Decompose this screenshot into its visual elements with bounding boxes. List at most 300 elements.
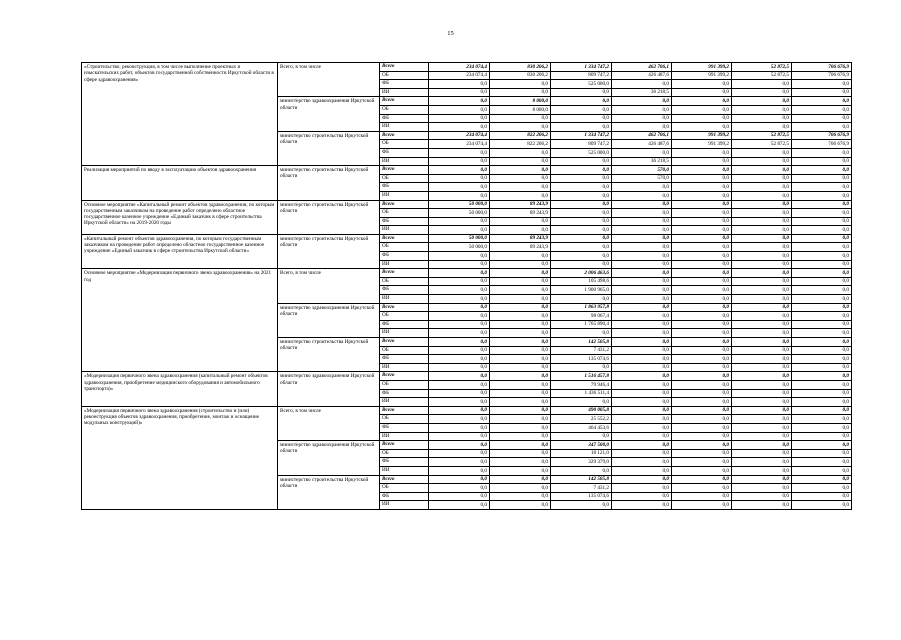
amount-cell: 0,0 <box>672 312 732 321</box>
amount-cell: 7 431,2 <box>551 346 612 355</box>
amount-cell: 0,0 <box>612 226 672 235</box>
funding-source-cell: ФБ <box>380 252 429 261</box>
amount-cell: 0,0 <box>429 97 490 106</box>
funding-source-cell: ОБ <box>380 209 429 218</box>
amount-cell: 0,0 <box>732 492 792 501</box>
amount-cell: 329 379,0 <box>551 458 612 467</box>
amount-cell: 0,0 <box>612 389 672 398</box>
amount-cell: 0,0 <box>429 114 490 123</box>
amount-cell: 89 243,9 <box>490 200 551 209</box>
amount-cell: 0,0 <box>612 398 672 407</box>
amount-cell: 0,0 <box>490 398 551 407</box>
amount-cell: 0,0 <box>490 346 551 355</box>
amount-cell: 0,0 <box>672 346 732 355</box>
amount-cell: 0,0 <box>551 200 612 209</box>
amount-cell: 0,0 <box>672 209 732 218</box>
executor-cell: министерство строительства Иркутской области <box>278 166 380 200</box>
amount-cell: 0,0 <box>672 475 732 484</box>
amount-cell: 706 676,9 <box>792 63 852 72</box>
amount-cell: 0,0 <box>792 209 852 218</box>
amount-cell: 135 074,6 <box>551 355 612 364</box>
amount-cell: 0,0 <box>612 338 672 347</box>
funding-source-cell: ИИ <box>380 398 429 407</box>
amount-cell: 0,0 <box>732 355 792 364</box>
amount-cell: 991 399,2 <box>672 131 732 140</box>
activity-description: «Строительство, реконструкция, в том числе выполнение проектных и изыскательских работ, объектов государственной собственности Иркутской области в сфере здравоохранения» <box>82 63 278 166</box>
amount-cell: 822 206,2 <box>490 140 551 149</box>
amount-cell: 0,0 <box>429 148 490 157</box>
amount-cell: 0,0 <box>490 114 551 123</box>
amount-cell: 0,0 <box>732 277 792 286</box>
amount-cell: 1 765 890,4 <box>551 320 612 329</box>
funding-source-cell: Всего <box>380 200 429 209</box>
amount-cell: 0,0 <box>672 320 732 329</box>
funding-source-cell: Всего <box>380 303 429 312</box>
amount-cell: 0,0 <box>551 226 612 235</box>
amount-cell: 1 863 957,8 <box>551 303 612 312</box>
amount-cell: 0,0 <box>429 80 490 89</box>
amount-cell: 0,0 <box>490 475 551 484</box>
amount-cell: 0,0 <box>672 234 732 243</box>
amount-cell: 462 706,1 <box>612 63 672 72</box>
amount-cell: 0,0 <box>429 183 490 192</box>
table-row <box>82 63 852 72</box>
amount-cell: 50 000,0 <box>429 209 490 218</box>
amount-cell: 0,0 <box>429 286 490 295</box>
amount-cell: 0,0 <box>429 260 490 269</box>
funding-source-cell: ИИ <box>380 157 429 166</box>
amount-cell: 0,0 <box>792 329 852 338</box>
executor-cell: министерство строительства Иркутской области <box>278 338 380 372</box>
executor-cell: министерство строительства Иркутской области <box>278 200 380 234</box>
amount-cell: 0,0 <box>612 191 672 200</box>
amount-cell: 0,0 <box>612 423 672 432</box>
amount-cell: 0,0 <box>792 320 852 329</box>
funding-source-cell: ФБ <box>380 355 429 364</box>
funding-source-cell: ФБ <box>380 183 429 192</box>
amount-cell: 0,0 <box>551 166 612 175</box>
executor-cell: министерство здравоохранения Иркутской области <box>278 303 380 337</box>
amount-cell: 0,0 <box>732 209 792 218</box>
budget-table <box>81 62 852 510</box>
table-row <box>82 372 852 381</box>
amount-cell: 0,0 <box>792 252 852 261</box>
executor-cell: Всего, в том числе <box>278 406 380 440</box>
amount-cell: 0,0 <box>732 286 792 295</box>
funding-source-cell: ФБ <box>380 114 429 123</box>
amount-cell: 0,0 <box>792 80 852 89</box>
amount-cell: 0,0 <box>672 449 732 458</box>
amount-cell: 0,0 <box>429 123 490 132</box>
amount-cell: 0,0 <box>732 380 792 389</box>
amount-cell: 0,0 <box>672 406 732 415</box>
amount-cell: 0,0 <box>612 363 672 372</box>
amount-cell: 0,0 <box>490 157 551 166</box>
funding-source-cell: ОБ <box>380 243 429 252</box>
amount-cell: 0,0 <box>672 492 732 501</box>
funding-source-cell: ИИ <box>380 123 429 132</box>
amount-cell: 0,0 <box>732 260 792 269</box>
amount-cell: 0,0 <box>612 200 672 209</box>
amount-cell: 0,0 <box>490 277 551 286</box>
amount-cell: 0,0 <box>672 329 732 338</box>
amount-cell: 0,0 <box>612 277 672 286</box>
amount-cell: 0,0 <box>490 217 551 226</box>
amount-cell: 1 900 965,0 <box>551 286 612 295</box>
amount-cell: 0,0 <box>732 295 792 304</box>
amount-cell: 0,0 <box>551 123 612 132</box>
amount-cell: 0,0 <box>792 105 852 114</box>
amount-cell: 0,0 <box>672 295 732 304</box>
amount-cell: 142 505,8 <box>551 338 612 347</box>
amount-cell: 142 505,8 <box>551 475 612 484</box>
amount-cell: 0,0 <box>792 88 852 97</box>
amount-cell: 0,0 <box>672 200 732 209</box>
amount-cell: 0,0 <box>792 166 852 175</box>
funding-source-cell: ИИ <box>380 260 429 269</box>
activity-description: Основное мероприятие «Капитальный ремонт объектов здравоохранения, по которым государственным заказчиком на проведение работ определено областное государственное казенное учреждение «Единый заказчик в сфере строительства Иркутской области» на 2019-2020 годы <box>82 200 278 234</box>
amount-cell: 0,0 <box>429 166 490 175</box>
amount-cell: 464 453,6 <box>551 423 612 432</box>
amount-cell: 0,0 <box>612 183 672 192</box>
amount-cell: 0,0 <box>612 466 672 475</box>
activity-description: «Модернизация первичного звена здравоохранения (строительство и (или) реконструкция объектов здравоохранения, приобретение, монтаж и оснащение модульных конструкций)» <box>82 406 278 509</box>
amount-cell: 0,0 <box>732 415 792 424</box>
amount-cell: 0,0 <box>612 269 672 278</box>
amount-cell: 0,0 <box>612 105 672 114</box>
amount-cell: 0,0 <box>792 441 852 450</box>
amount-cell: 0,0 <box>792 492 852 501</box>
amount-cell: 234 074,4 <box>429 71 490 80</box>
amount-cell: 0,0 <box>429 423 490 432</box>
page-number: 15 <box>447 30 454 37</box>
amount-cell: 0,0 <box>612 501 672 510</box>
amount-cell: 0,0 <box>429 226 490 235</box>
funding-source-cell: ФБ <box>380 320 429 329</box>
amount-cell: 1 436 511,4 <box>551 389 612 398</box>
amount-cell: 0,0 <box>672 501 732 510</box>
amount-cell: 0,0 <box>792 406 852 415</box>
amount-cell: 0,0 <box>429 355 490 364</box>
executor-cell: министерство строительства Иркутской области <box>278 475 380 509</box>
amount-cell: 0,0 <box>490 295 551 304</box>
amount-cell: 0,0 <box>612 148 672 157</box>
amount-cell: 234 074,4 <box>429 131 490 140</box>
amount-cell: 0,0 <box>732 303 792 312</box>
amount-cell: 0,0 <box>551 260 612 269</box>
amount-cell: 0,0 <box>429 88 490 97</box>
amount-cell: 89 243,9 <box>490 234 551 243</box>
amount-cell: 0,0 <box>792 183 852 192</box>
table-row <box>82 234 852 243</box>
amount-cell: 0,0 <box>429 398 490 407</box>
amount-cell: 0,0 <box>732 441 792 450</box>
amount-cell: 0,0 <box>429 475 490 484</box>
amount-cell: 0,0 <box>792 260 852 269</box>
amount-cell: 0,0 <box>672 269 732 278</box>
amount-cell: 706 676,9 <box>792 140 852 149</box>
amount-cell: 0,0 <box>732 338 792 347</box>
amount-cell: 0,0 <box>792 234 852 243</box>
amount-cell: 0,0 <box>732 183 792 192</box>
amount-cell: 0,0 <box>551 295 612 304</box>
amount-cell: 0,0 <box>792 475 852 484</box>
funding-source-cell: ФБ <box>380 492 429 501</box>
funding-source-cell: ИИ <box>380 432 429 441</box>
funding-source-cell: ИИ <box>380 501 429 510</box>
amount-cell: 0,0 <box>490 166 551 175</box>
funding-source-cell: ОБ <box>380 346 429 355</box>
amount-cell: 0,0 <box>792 148 852 157</box>
amount-cell: 234 074,4 <box>429 140 490 149</box>
amount-cell: 0,0 <box>612 209 672 218</box>
amount-cell: 0,0 <box>429 174 490 183</box>
amount-cell: 0,0 <box>429 295 490 304</box>
amount-cell: 0,0 <box>490 80 551 89</box>
amount-cell: 89 243,9 <box>490 243 551 252</box>
amount-cell: 0,0 <box>429 105 490 114</box>
amount-cell: 0,0 <box>672 183 732 192</box>
amount-cell: 706 676,9 <box>792 71 852 80</box>
amount-cell: 0,0 <box>612 303 672 312</box>
amount-cell: 0,0 <box>732 312 792 321</box>
amount-cell: 105 498,6 <box>551 277 612 286</box>
amount-cell: 0,0 <box>490 432 551 441</box>
amount-cell: 0,0 <box>429 312 490 321</box>
amount-cell: 0,0 <box>732 406 792 415</box>
amount-cell: 25 552,2 <box>551 415 612 424</box>
amount-cell: 0,0 <box>490 355 551 364</box>
amount-cell: 0,0 <box>732 423 792 432</box>
amount-cell: 0,0 <box>490 226 551 235</box>
amount-cell: 0,0 <box>672 372 732 381</box>
funding-source-cell: Всего <box>380 475 429 484</box>
amount-cell: 0,0 <box>792 191 852 200</box>
amount-cell: 0,0 <box>792 346 852 355</box>
amount-cell: 0,0 <box>429 492 490 501</box>
funding-source-cell: Всего <box>380 166 429 175</box>
amount-cell: 0,0 <box>732 398 792 407</box>
amount-cell: 0,0 <box>732 501 792 510</box>
table-body <box>82 63 852 510</box>
amount-cell: 706 676,9 <box>792 131 852 140</box>
table-row <box>82 406 852 415</box>
amount-cell: 0,0 <box>551 183 612 192</box>
amount-cell: 0,0 <box>429 191 490 200</box>
amount-cell: 0,0 <box>792 243 852 252</box>
funding-source-cell: ОБ <box>380 277 429 286</box>
amount-cell: 822 206,2 <box>490 131 551 140</box>
amount-cell: 0,0 <box>792 449 852 458</box>
amount-cell: 0,0 <box>672 303 732 312</box>
amount-cell: 89 243,9 <box>490 209 551 218</box>
amount-cell: 0,0 <box>612 484 672 493</box>
amount-cell: 0,0 <box>792 501 852 510</box>
amount-cell: 0,0 <box>429 320 490 329</box>
funding-source-cell: ФБ <box>380 286 429 295</box>
amount-cell: 0,0 <box>672 217 732 226</box>
amount-cell: 0,0 <box>429 449 490 458</box>
amount-cell: 0,0 <box>792 312 852 321</box>
amount-cell: 0,0 <box>732 226 792 235</box>
amount-cell: 0,0 <box>490 458 551 467</box>
amount-cell: 0,0 <box>429 458 490 467</box>
amount-cell: 0,0 <box>792 123 852 132</box>
amount-cell: 0,0 <box>672 80 732 89</box>
amount-cell: 0,0 <box>792 363 852 372</box>
amount-cell: 0,0 <box>551 209 612 218</box>
amount-cell: 0,0 <box>551 157 612 166</box>
funding-source-cell: ИИ <box>380 88 429 97</box>
amount-cell: 36 218,5 <box>612 157 672 166</box>
funding-source-cell: Всего <box>380 63 429 72</box>
amount-cell: 0,0 <box>612 114 672 123</box>
funding-source-cell: ОБ <box>380 415 429 424</box>
amount-cell: 52 872,5 <box>732 140 792 149</box>
amount-cell: 0,0 <box>792 217 852 226</box>
amount-cell: 0,0 <box>612 295 672 304</box>
amount-cell: 0,0 <box>672 148 732 157</box>
amount-cell: 0,0 <box>672 88 732 97</box>
amount-cell: 0,0 <box>792 380 852 389</box>
amount-cell: 490 005,8 <box>551 406 612 415</box>
amount-cell: 0,0 <box>429 157 490 166</box>
amount-cell: 0,0 <box>551 88 612 97</box>
funding-source-cell: Всего <box>380 406 429 415</box>
amount-cell: 0,0 <box>490 466 551 475</box>
amount-cell: 0,0 <box>429 372 490 381</box>
funding-source-cell: ОБ <box>380 105 429 114</box>
amount-cell: 0,0 <box>732 466 792 475</box>
amount-cell: 0,0 <box>732 320 792 329</box>
amount-cell: 0,0 <box>551 174 612 183</box>
executor-cell: министерство строительства Иркутской области <box>278 131 380 165</box>
amount-cell: 0,0 <box>792 423 852 432</box>
activity-description: Реализация мероприятий по вводу в эксплуатацию объектов здравоохранения <box>82 166 278 200</box>
amount-cell: 991 399,2 <box>672 63 732 72</box>
amount-cell: 36 218,5 <box>612 88 672 97</box>
funding-source-cell: ОБ <box>380 140 429 149</box>
amount-cell: 0,0 <box>490 183 551 192</box>
amount-cell: 0,0 <box>612 415 672 424</box>
amount-cell: 18 121,0 <box>551 449 612 458</box>
amount-cell: 1 334 747,2 <box>551 131 612 140</box>
amount-cell: 0,0 <box>672 466 732 475</box>
amount-cell: 0,0 <box>490 252 551 261</box>
funding-source-cell: ИИ <box>380 329 429 338</box>
amount-cell: 0,0 <box>672 423 732 432</box>
amount-cell: 1 334 747,2 <box>551 63 612 72</box>
funding-source-cell: ОБ <box>380 71 429 80</box>
amount-cell: 0,0 <box>429 363 490 372</box>
amount-cell: 0,0 <box>429 217 490 226</box>
amount-cell: 0,0 <box>490 269 551 278</box>
amount-cell: 0,0 <box>490 449 551 458</box>
amount-cell: 0,0 <box>429 432 490 441</box>
amount-cell: 0,0 <box>732 346 792 355</box>
amount-cell: 0,0 <box>672 97 732 106</box>
amount-cell: 0,0 <box>429 277 490 286</box>
amount-cell: 0,0 <box>429 441 490 450</box>
amount-cell: 0,0 <box>612 449 672 458</box>
amount-cell: 0,0 <box>792 466 852 475</box>
amount-cell: 0,0 <box>672 277 732 286</box>
amount-cell: 0,0 <box>672 432 732 441</box>
amount-cell: 0,0 <box>612 372 672 381</box>
amount-cell: 0,0 <box>732 243 792 252</box>
amount-cell: 0,0 <box>612 252 672 261</box>
amount-cell: 0,0 <box>732 88 792 97</box>
amount-cell: 0,0 <box>672 105 732 114</box>
amount-cell: 0,0 <box>490 320 551 329</box>
amount-cell: 570,0 <box>612 174 672 183</box>
amount-cell: 0,0 <box>732 329 792 338</box>
amount-cell: 0,0 <box>792 338 852 347</box>
amount-cell: 0,0 <box>672 123 732 132</box>
amount-cell: 50 000,0 <box>429 243 490 252</box>
amount-cell: 0,0 <box>672 243 732 252</box>
amount-cell: 0,0 <box>672 252 732 261</box>
amount-cell: 0,0 <box>551 243 612 252</box>
amount-cell: 0,0 <box>612 97 672 106</box>
amount-cell: 79 946,4 <box>551 380 612 389</box>
amount-cell: 0,0 <box>732 269 792 278</box>
amount-cell: 809 747,2 <box>551 71 612 80</box>
funding-source-cell: Всего <box>380 338 429 347</box>
amount-cell: 0,0 <box>672 398 732 407</box>
amount-cell: 0,0 <box>612 441 672 450</box>
funding-source-cell: ИИ <box>380 295 429 304</box>
amount-cell: 0,0 <box>672 157 732 166</box>
amount-cell: 0,0 <box>490 123 551 132</box>
amount-cell: 135 074,6 <box>551 492 612 501</box>
executor-cell: министерство строительства Иркутской области <box>278 234 380 268</box>
funding-source-cell: Всего <box>380 372 429 381</box>
amount-cell: 0,0 <box>551 432 612 441</box>
amount-cell: 0,0 <box>612 243 672 252</box>
funding-source-cell: ФБ <box>380 458 429 467</box>
amount-cell: 0,0 <box>490 260 551 269</box>
amount-cell: 52 872,5 <box>732 71 792 80</box>
amount-cell: 0,0 <box>551 398 612 407</box>
amount-cell: 0,0 <box>612 286 672 295</box>
amount-cell: 0,0 <box>732 80 792 89</box>
amount-cell: 0,0 <box>672 355 732 364</box>
amount-cell: 0,0 <box>732 252 792 261</box>
amount-cell: 0,0 <box>792 355 852 364</box>
funding-source-cell: Всего <box>380 441 429 450</box>
funding-source-cell: ФБ <box>380 148 429 157</box>
amount-cell: 52 872,5 <box>732 63 792 72</box>
funding-source-cell: ОБ <box>380 174 429 183</box>
amount-cell: 0,0 <box>612 406 672 415</box>
amount-cell: 0,0 <box>672 226 732 235</box>
amount-cell: 0,0 <box>792 269 852 278</box>
amount-cell: 0,0 <box>732 372 792 381</box>
amount-cell: 0,0 <box>490 484 551 493</box>
funding-source-cell: ФБ <box>380 423 429 432</box>
amount-cell: 0,0 <box>732 363 792 372</box>
amount-cell: 0,0 <box>429 415 490 424</box>
funding-source-cell: ФБ <box>380 80 429 89</box>
amount-cell: 0,0 <box>732 148 792 157</box>
amount-cell: 0,0 <box>672 191 732 200</box>
amount-cell: 0,0 <box>792 415 852 424</box>
amount-cell: 0,0 <box>490 338 551 347</box>
amount-cell: 525 000,0 <box>551 148 612 157</box>
amount-cell: 0,0 <box>792 303 852 312</box>
amount-cell: 0,0 <box>792 97 852 106</box>
